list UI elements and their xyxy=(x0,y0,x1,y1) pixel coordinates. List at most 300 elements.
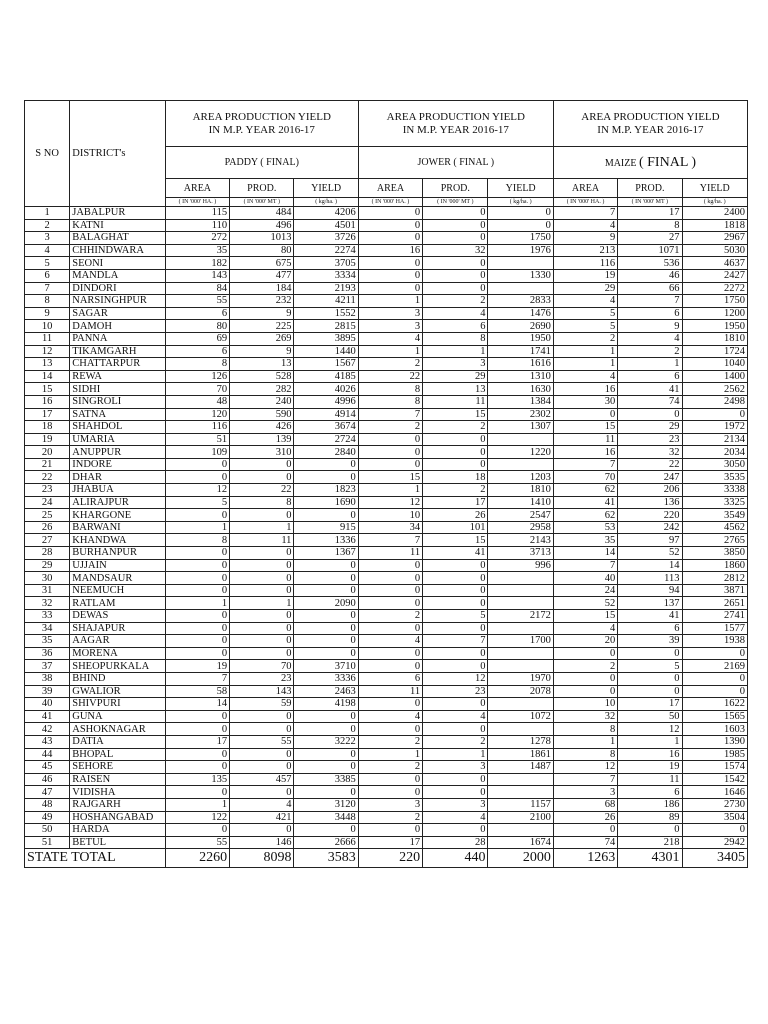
district-cell: BHOPAL xyxy=(70,748,166,761)
paddy-yield-cell: 3385 xyxy=(294,773,358,786)
sno-cell: 50 xyxy=(25,824,70,837)
paddy-area-cell: 70 xyxy=(165,383,229,396)
maize-area-cell: 41 xyxy=(553,496,617,509)
maize-area-cell: 7 xyxy=(553,773,617,786)
jower-yield-cell: 2143 xyxy=(488,534,553,547)
maize-prod-cell: 89 xyxy=(618,811,682,824)
maize-yield-total: 3405 xyxy=(682,849,747,868)
maize-area-cell: 35 xyxy=(553,534,617,547)
maize-area-cell: 70 xyxy=(553,471,617,484)
district-cell: SATNA xyxy=(70,408,166,421)
jower-yield-cell: 1220 xyxy=(488,446,553,459)
paddy-yield-cell: 0 xyxy=(294,610,358,623)
paddy-prod-cell: 0 xyxy=(230,647,294,660)
district-cell: CHATTARPUR xyxy=(70,358,166,371)
sno-cell: 11 xyxy=(25,332,70,345)
paddy-area-cell: 0 xyxy=(165,547,229,560)
jower-area-cell: 0 xyxy=(358,824,422,837)
paddy-yield-cell: 3674 xyxy=(294,421,358,434)
jower-yield-cell: 1410 xyxy=(488,496,553,509)
paddy-area-cell: 0 xyxy=(165,710,229,723)
paddy-yield-cell: 4026 xyxy=(294,383,358,396)
table-row xyxy=(25,358,748,371)
maize-yield-cell: 1818 xyxy=(682,219,747,232)
paddy-area-cell: 12 xyxy=(165,484,229,497)
paddy-prod-cell: 0 xyxy=(230,723,294,736)
jower-area-cell: 0 xyxy=(358,786,422,799)
sno-cell: 2 xyxy=(25,219,70,232)
jower-yield-cell: 1203 xyxy=(488,471,553,484)
paddy-area-cell: 1 xyxy=(165,521,229,534)
jower-area-cell: 2 xyxy=(358,358,422,371)
paddy-yield-cell: 2666 xyxy=(294,836,358,849)
sno-cell: 44 xyxy=(25,748,70,761)
maize-yield-cell: 1577 xyxy=(682,622,747,635)
jower-yield-cell: 3713 xyxy=(488,547,553,560)
jower-yield-cell xyxy=(488,433,553,446)
paddy-yield-header: YIELD xyxy=(294,179,358,198)
jower-yield-cell xyxy=(488,723,553,736)
jower-yield-cell: 1307 xyxy=(488,421,553,434)
paddy-prod-cell: 269 xyxy=(230,332,294,345)
jower-yield-cell: 0 xyxy=(488,207,553,220)
jower-prod-cell: 29 xyxy=(423,370,488,383)
crop-name: PADDY xyxy=(224,157,258,168)
maize-prod-cell: 5 xyxy=(618,660,682,673)
maize-prod-cell: 6 xyxy=(618,786,682,799)
maize-yield-header: YIELD xyxy=(682,179,747,198)
maize-prod-cell: 0 xyxy=(618,672,682,685)
table-row xyxy=(25,496,748,509)
table-row xyxy=(25,534,748,547)
jower-yield-total: 2000 xyxy=(488,849,553,868)
jower-prod-cell: 32 xyxy=(423,244,488,257)
paddy-area-cell: 19 xyxy=(165,660,229,673)
jower-yield-cell xyxy=(488,257,553,270)
maize-yield-cell: 1810 xyxy=(682,332,747,345)
maize-prod-cell: 32 xyxy=(618,446,682,459)
jower-yield-cell: 1750 xyxy=(488,232,553,245)
district-cell: MORENA xyxy=(70,647,166,660)
paddy-yield-cell: 0 xyxy=(294,647,358,660)
district-cell: INDORE xyxy=(70,458,166,471)
maize-prod-cell: 12 xyxy=(618,723,682,736)
maize-prod-cell: 186 xyxy=(618,798,682,811)
maize-prod-cell: 0 xyxy=(618,647,682,660)
maize-group-title xyxy=(553,101,747,147)
paddy-area-cell: 35 xyxy=(165,244,229,257)
jower-yield-cell: 1950 xyxy=(488,332,553,345)
jower-prod-cell: 0 xyxy=(423,723,488,736)
table-body xyxy=(25,207,748,849)
maize-yield-cell: 0 xyxy=(682,408,747,421)
district-cell: UJJAIN xyxy=(70,559,166,572)
maize-prod-cell: 11 xyxy=(618,773,682,786)
district-cell: MANDLA xyxy=(70,269,166,282)
paddy-area-cell: 69 xyxy=(165,332,229,345)
table-row xyxy=(25,735,748,748)
sno-cell: 7 xyxy=(25,282,70,295)
maize-yield-cell: 1565 xyxy=(682,710,747,723)
paddy-yield-unit: ( kg/ha. ) xyxy=(294,198,358,207)
paddy-prod-cell: 477 xyxy=(230,269,294,282)
jower-prod-cell: 0 xyxy=(423,458,488,471)
jower-area-cell: 4 xyxy=(358,635,422,648)
jower-yield-cell xyxy=(488,698,553,711)
paddy-prod-cell: 0 xyxy=(230,458,294,471)
maize-area-cell: 53 xyxy=(553,521,617,534)
table-row xyxy=(25,282,748,295)
maize-area-cell: 26 xyxy=(553,811,617,824)
maize-area-cell: 4 xyxy=(553,295,617,308)
paddy-yield-cell: 3120 xyxy=(294,798,358,811)
jower-prod-cell: 23 xyxy=(423,685,488,698)
sno-cell: 4 xyxy=(25,244,70,257)
district-cell: CHHINDWARA xyxy=(70,244,166,257)
sno-cell: 13 xyxy=(25,358,70,371)
jower-yield-cell: 2958 xyxy=(488,521,553,534)
maize-yield-cell: 2169 xyxy=(682,660,747,673)
paddy-prod-total: 8098 xyxy=(230,849,294,868)
table-row xyxy=(25,698,748,711)
district-cell: PANNA xyxy=(70,332,166,345)
jower-area-cell: 1 xyxy=(358,295,422,308)
maize-yield-cell: 0 xyxy=(682,824,747,837)
jower-yield-cell: 1970 xyxy=(488,672,553,685)
district-cell: RATLAM xyxy=(70,597,166,610)
paddy-area-cell: 122 xyxy=(165,811,229,824)
paddy-area-total: 2260 xyxy=(165,849,229,868)
maize-yield-cell: 2400 xyxy=(682,207,747,220)
paddy-area-cell: 51 xyxy=(165,433,229,446)
sno-cell: 45 xyxy=(25,761,70,774)
paddy-yield-cell: 0 xyxy=(294,723,358,736)
jower-area-cell: 0 xyxy=(358,572,422,585)
jower-prod-total: 440 xyxy=(423,849,488,868)
jower-prod-cell: 3 xyxy=(423,761,488,774)
jower-prod-cell: 41 xyxy=(423,547,488,560)
jower-area-cell: 0 xyxy=(358,597,422,610)
maize-yield-cell: 1972 xyxy=(682,421,747,434)
paddy-prod-cell: 0 xyxy=(230,559,294,572)
maize-area-cell: 24 xyxy=(553,584,617,597)
district-cell: SEHORE xyxy=(70,761,166,774)
district-cell: NEEMUCH xyxy=(70,584,166,597)
maize-yield-cell: 3549 xyxy=(682,509,747,522)
jower-prod-cell: 15 xyxy=(423,408,488,421)
paddy-yield-cell: 2724 xyxy=(294,433,358,446)
maize-yield-cell: 1390 xyxy=(682,735,747,748)
maize-yield-cell: 5030 xyxy=(682,244,747,257)
paddy-area-cell: 116 xyxy=(165,421,229,434)
paddy-area-cell: 6 xyxy=(165,307,229,320)
jower-yield-cell: 2100 xyxy=(488,811,553,824)
paddy-area-cell: 182 xyxy=(165,257,229,270)
table-row xyxy=(25,811,748,824)
maize-yield-cell: 1750 xyxy=(682,295,747,308)
paddy-prod-cell: 55 xyxy=(230,735,294,748)
table-row xyxy=(25,672,748,685)
district-cell: NARSINGHPUR xyxy=(70,295,166,308)
paddy-prod-cell: 675 xyxy=(230,257,294,270)
maize-prod-cell: 16 xyxy=(618,748,682,761)
paddy-prod-cell: 1 xyxy=(230,521,294,534)
maize-yield-cell: 2034 xyxy=(682,446,747,459)
maize-area-cell: 32 xyxy=(553,710,617,723)
sno-cell: 19 xyxy=(25,433,70,446)
sno-cell: 25 xyxy=(25,509,70,522)
sno-cell: 36 xyxy=(25,647,70,660)
jower-yield-cell xyxy=(488,660,553,673)
maize-yield-cell: 1938 xyxy=(682,635,747,648)
paddy-area-cell: 80 xyxy=(165,320,229,333)
jower-area-cell: 0 xyxy=(358,219,422,232)
paddy-area-header: AREA xyxy=(165,179,229,198)
jower-yield-cell: 2078 xyxy=(488,685,553,698)
jower-yield-cell xyxy=(488,824,553,837)
jower-prod-cell: 0 xyxy=(423,207,488,220)
jower-area-cell: 22 xyxy=(358,370,422,383)
maize-area-cell: 0 xyxy=(553,685,617,698)
group-title-line1: AREA PRODUCTION YIELD xyxy=(192,110,331,123)
district-cell: ANUPPUR xyxy=(70,446,166,459)
paddy-yield-cell: 2463 xyxy=(294,685,358,698)
table-row xyxy=(25,484,748,497)
sno-cell: 15 xyxy=(25,383,70,396)
paddy-yield-cell: 1336 xyxy=(294,534,358,547)
jower-prod-cell: 17 xyxy=(423,496,488,509)
maize-prod-cell: 220 xyxy=(618,509,682,522)
paddy-area-cell: 8 xyxy=(165,358,229,371)
maize-yield-cell: 1200 xyxy=(682,307,747,320)
maize-yield-cell: 2812 xyxy=(682,572,747,585)
jower-prod-cell: 0 xyxy=(423,572,488,585)
jower-yield-cell: 0 xyxy=(488,219,553,232)
group-title-line2: IN M.P. YEAR 2016-17 xyxy=(597,123,704,136)
paddy-prod-cell: 310 xyxy=(230,446,294,459)
jower-area-cell: 0 xyxy=(358,433,422,446)
maize-area-cell: 7 xyxy=(553,559,617,572)
district-cell: SINGROLI xyxy=(70,395,166,408)
maize-prod-cell: 17 xyxy=(618,698,682,711)
table-row xyxy=(25,635,748,648)
paddy-yield-cell: 4206 xyxy=(294,207,358,220)
table-row xyxy=(25,647,748,660)
paddy-prod-cell: 0 xyxy=(230,761,294,774)
sno-cell: 35 xyxy=(25,635,70,648)
paddy-area-cell: 0 xyxy=(165,824,229,837)
sno-cell: 14 xyxy=(25,370,70,383)
table-row xyxy=(25,786,748,799)
paddy-yield-cell: 1440 xyxy=(294,345,358,358)
jower-yield-cell: 2172 xyxy=(488,610,553,623)
sno-cell: 6 xyxy=(25,269,70,282)
jower-yield-cell: 1157 xyxy=(488,798,553,811)
paddy-area-cell: 0 xyxy=(165,559,229,572)
district-cell: SHEOPURKALA xyxy=(70,660,166,673)
maize-prod-cell: 1 xyxy=(618,358,682,371)
jower-prod-cell: 0 xyxy=(423,446,488,459)
jower-prod-cell: 4 xyxy=(423,811,488,824)
district-cell: JABALPUR xyxy=(70,207,166,220)
paddy-prod-cell: 457 xyxy=(230,773,294,786)
paddy-prod-cell: 528 xyxy=(230,370,294,383)
jower-prod-cell: 2 xyxy=(423,421,488,434)
maize-area-cell: 4 xyxy=(553,219,617,232)
paddy-prod-unit: ( IN '000' MT ) xyxy=(230,198,294,207)
table-row xyxy=(25,836,748,849)
maize-prod-cell: 29 xyxy=(618,421,682,434)
paddy-area-cell: 0 xyxy=(165,723,229,736)
sno-cell: 22 xyxy=(25,471,70,484)
paddy-prod-cell: 0 xyxy=(230,710,294,723)
maize-area-cell: 11 xyxy=(553,433,617,446)
maize-area-cell: 8 xyxy=(553,748,617,761)
maize-prod-unit: ( IN '000' MT ) xyxy=(618,198,682,207)
maize-prod-cell: 6 xyxy=(618,622,682,635)
sno-cell: 46 xyxy=(25,773,70,786)
maize-area-cell: 2 xyxy=(553,332,617,345)
jower-area-cell: 7 xyxy=(358,534,422,547)
sno-cell: 40 xyxy=(25,698,70,711)
maize-area-cell: 3 xyxy=(553,786,617,799)
district-cell: DATIA xyxy=(70,735,166,748)
paddy-area-cell: 143 xyxy=(165,269,229,282)
paddy-prod-cell: 143 xyxy=(230,685,294,698)
paddy-prod-cell: 225 xyxy=(230,320,294,333)
jower-area-cell: 0 xyxy=(358,559,422,572)
sno-cell: 49 xyxy=(25,811,70,824)
district-header: DISTRICT's xyxy=(70,101,166,207)
maize-area-cell: 5 xyxy=(553,307,617,320)
paddy-area-cell: 272 xyxy=(165,232,229,245)
jower-area-cell: 0 xyxy=(358,232,422,245)
sno-cell: 18 xyxy=(25,421,70,434)
maize-prod-cell: 2 xyxy=(618,345,682,358)
paddy-prod-cell: 0 xyxy=(230,786,294,799)
maize-prod-cell: 6 xyxy=(618,307,682,320)
maize-area-header: AREA xyxy=(553,179,617,198)
maize-area-cell: 62 xyxy=(553,509,617,522)
table-row xyxy=(25,559,748,572)
table-row xyxy=(25,458,748,471)
maize-area-cell: 2 xyxy=(553,660,617,673)
paddy-yield-cell: 4914 xyxy=(294,408,358,421)
jower-area-cell: 0 xyxy=(358,660,422,673)
jower-yield-cell xyxy=(488,458,553,471)
jower-prod-cell: 0 xyxy=(423,282,488,295)
table-footer xyxy=(25,849,748,868)
paddy-yield-cell: 4996 xyxy=(294,395,358,408)
maize-area-cell: 7 xyxy=(553,458,617,471)
sno-cell: 27 xyxy=(25,534,70,547)
table-row xyxy=(25,471,748,484)
paddy-yield-cell: 0 xyxy=(294,761,358,774)
maize-area-cell: 4 xyxy=(553,370,617,383)
maize-area-cell: 1 xyxy=(553,358,617,371)
paddy-yield-cell: 2840 xyxy=(294,446,358,459)
jower-prod-cell: 0 xyxy=(423,269,488,282)
maize-yield-cell: 1646 xyxy=(682,786,747,799)
paddy-prod-cell: 496 xyxy=(230,219,294,232)
paddy-prod-cell: 0 xyxy=(230,635,294,648)
maize-yield-cell: 1574 xyxy=(682,761,747,774)
jower-area-cell: 1 xyxy=(358,484,422,497)
table-row xyxy=(25,383,748,396)
jower-area-cell: 1 xyxy=(358,345,422,358)
jower-yield-cell xyxy=(488,572,553,585)
maize-prod-cell: 97 xyxy=(618,534,682,547)
paddy-yield-cell: 3705 xyxy=(294,257,358,270)
district-cell: DINDORI xyxy=(70,282,166,295)
paddy-area-cell: 135 xyxy=(165,773,229,786)
jower-area-cell: 0 xyxy=(358,446,422,459)
paddy-prod-cell: 139 xyxy=(230,433,294,446)
sno-cell: 29 xyxy=(25,559,70,572)
sno-cell: 41 xyxy=(25,710,70,723)
paddy-prod-cell: 282 xyxy=(230,383,294,396)
paddy-prod-cell: 0 xyxy=(230,547,294,560)
jower-yield-cell: 1861 xyxy=(488,748,553,761)
crop-status: ( FINAL ) xyxy=(453,157,495,168)
paddy-yield-cell: 1567 xyxy=(294,358,358,371)
jower-prod-cell: 15 xyxy=(423,534,488,547)
maize-yield-cell: 0 xyxy=(682,647,747,660)
maize-prod-cell: 247 xyxy=(618,471,682,484)
maize-area-cell: 19 xyxy=(553,269,617,282)
sno-cell: 3 xyxy=(25,232,70,245)
district-cell: JHABUA xyxy=(70,484,166,497)
jower-prod-cell: 13 xyxy=(423,383,488,396)
paddy-prod-cell: 0 xyxy=(230,572,294,585)
paddy-area-cell: 58 xyxy=(165,685,229,698)
jower-prod-cell: 0 xyxy=(423,232,488,245)
sno-cell: 48 xyxy=(25,798,70,811)
district-cell: SHIVPURI xyxy=(70,698,166,711)
maize-yield-cell: 2562 xyxy=(682,383,747,396)
paddy-area-cell: 0 xyxy=(165,622,229,635)
jower-yield-cell: 1476 xyxy=(488,307,553,320)
paddy-area-cell: 5 xyxy=(165,496,229,509)
paddy-prod-cell: 232 xyxy=(230,295,294,308)
paddy-prod-cell: 23 xyxy=(230,672,294,685)
district-cell: ASHOKNAGAR xyxy=(70,723,166,736)
jower-prod-cell: 2 xyxy=(423,735,488,748)
jower-area-cell: 0 xyxy=(358,207,422,220)
maize-area-cell: 0 xyxy=(553,647,617,660)
maize-prod-cell: 1 xyxy=(618,735,682,748)
sno-cell: 8 xyxy=(25,295,70,308)
paddy-yield-cell: 4185 xyxy=(294,370,358,383)
paddy-yield-cell: 0 xyxy=(294,471,358,484)
sno-cell: 17 xyxy=(25,408,70,421)
paddy-prod-cell: 0 xyxy=(230,748,294,761)
paddy-yield-cell: 0 xyxy=(294,786,358,799)
table-row xyxy=(25,295,748,308)
table-row xyxy=(25,433,748,446)
jower-prod-cell: 101 xyxy=(423,521,488,534)
sno-cell: 20 xyxy=(25,446,70,459)
maize-prod-cell: 23 xyxy=(618,433,682,446)
maize-yield-cell: 2765 xyxy=(682,534,747,547)
district-cell: DAMOH xyxy=(70,320,166,333)
paddy-yield-cell: 4198 xyxy=(294,698,358,711)
table-row xyxy=(25,408,748,421)
district-cell: RAJGARH xyxy=(70,798,166,811)
paddy-prod-cell: 484 xyxy=(230,207,294,220)
paddy-yield-cell: 0 xyxy=(294,622,358,635)
maize-yield-cell: 4637 xyxy=(682,257,747,270)
